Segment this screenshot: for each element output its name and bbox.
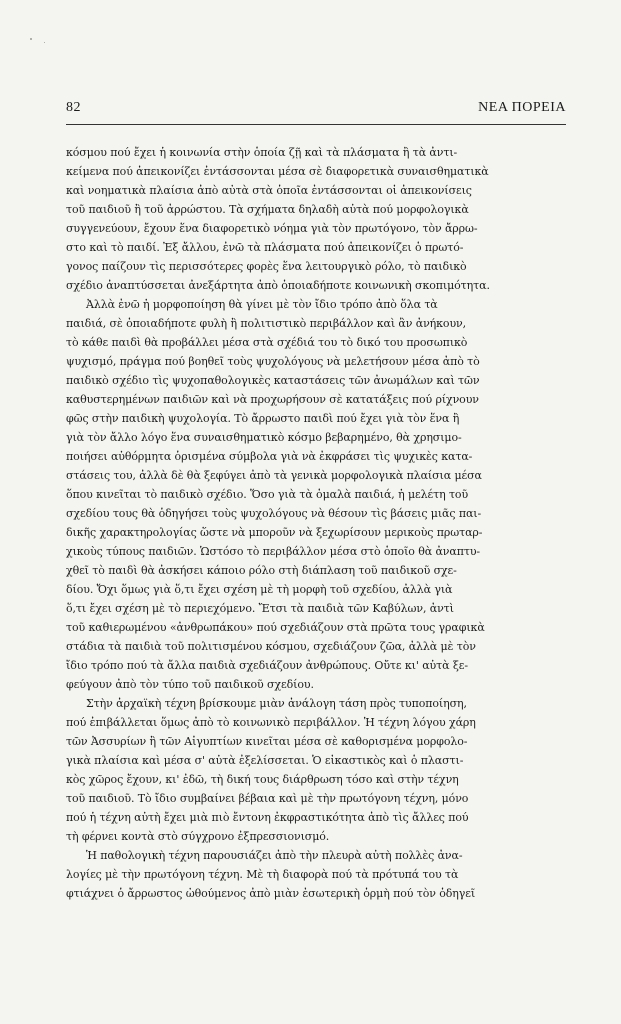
text-line: τὸ κάθε παιδὶ θὰ προβάλλει μέσα στὰ σχέδιά του τὸ δικό του προσωπικὸ [66,336,468,349]
text-line: πού ἐπιβάλλεται ὅμως ἀπὸ τὸ κοινωνικὸ περιβάλλον. Ἡ τέχνη λόγου χάρη [66,716,476,729]
running-title: ΝΕΑ ΠΟΡΕΙΑ [478,100,566,115]
text-line: γιὰ τὸν ἄλλο λόγο ἕνα συναισθηματικὸ κόσμο βεβαρημένο, θὰ χρησιμο- [66,431,462,444]
paragraph-start-line: Στὴν ἀρχαϊκὴ τέχνη βρίσκουμε μιὰν ἀνάλογη τάση πρὸς τυποποίηση, [86,697,467,710]
text-line: δικῆς χαρακτηρολογίας ὥστε νὰ μποροῦν νὰ ξεχωρίσουν μερικοὺς πρωταρ- [66,526,483,539]
text-line: ἴδιο τρόπο πού τὰ ἄλλα παιδιὰ σχεδιάζουν ἀνθρώπους. Οὔτε κι' αὐτὰ ξε- [66,659,469,672]
text-line: καθυστερημένων παιδιῶν καὶ νὰ προχωρήσουν σὲ κατατάξεις πού ρίχνουν [66,393,479,406]
paragraph-start-line: Ἀλλὰ ἐνῶ ἡ μορφοποίηση θὰ γίνει μὲ τὸν ἴδιο τρόπο ἀπὸ ὅλα τὰ [86,298,438,311]
text-line: γικὰ πλαίσια καὶ μέσα σ' αὐτὰ ἐξελίσσεται. Ὁ εἰκαστικὸς καὶ ὁ πλαστι- [66,754,464,767]
text-line: συγγενεύουν, ἔχουν ἕνα διαφορετικὸ νόημα γιὰ τὸν πρωτόγονο, τὸν ἄρρω- [66,222,478,235]
text-line: τῶν Ἀσσυρίων ἢ τῶν Αἰγυπτίων κινεῖται μέσα σὲ καθορισμένα μορφολο- [66,735,468,748]
text-line: ψυχισμό, πράγμα πού βοηθεῖ τοὺς ψυχολόγους νὰ μελετήσουν μέσα ἀπὸ τὸ [66,355,480,368]
text-line: ὅπου κινεῖται τὸ παιδικὸ σχέδιο. Ὅσο γιὰ τὰ ὁμαλὰ παιδιά, ἡ μελέτη τοῦ [66,488,469,501]
text-line: ὅ,τι ἔχει σχέση μὲ τὸ περιεχόμενο. Ἔτσι τὰ παιδιὰ τῶν Καβύλων, ἀντὶ [66,602,454,615]
text-line: παιδιά, σὲ ὁποιαδήποτε φυλὴ ἢ πολιτιστικὸ περιβάλλον καὶ ἂν ἀνήκουν, [66,317,467,330]
text-line: χικοὺς τύπους παιδιῶν. Ὡστόσο τὸ περιβάλλον μέσα στὸ ὁποῖο θὰ ἀναπτυ- [66,545,481,558]
text-line: φῶς στὴν παιδικὴ ψυχολογία. Τὸ ἄρρωστο παιδὶ πού ἔχει γιὰ τὸν ἕνα ἢ [66,412,460,425]
paragraph-start-line: Ἡ παθολογικὴ τέχνη παρουσιάζει ἀπὸ τὴν πλευρὰ αὐτὴ πολλὲς ἀνα- [86,849,463,862]
body-text [66,143,572,903]
text-line: χθεῖ τὸ παιδὶ θὰ ἀσκήσει κάποιο ρόλο στὴ διάπλαση τοῦ παιδικοῦ σχε- [66,564,457,577]
text-line: στάδια τὰ παιδιὰ τοῦ πολιτισμένου κόσμου, σχεδιάζουν ζῶα, ἀλλὰ μὲ τὸν [66,640,476,653]
text-line: γονος παίζουν τὶς περισσότερες φορὲς ἕνα λειτουργικὸ ρόλο, τὸ παιδικὸ [66,260,467,273]
text-line: τοῦ καθιερωμένου «ἀνθρωπάκου» πού σχεδιάζουν στὰ πρῶτα τους γραφικὰ [66,621,485,634]
text-line: στάσεις του, ἀλλὰ δὲ θὰ ξεφύγει ἀπὸ τὰ γενικὰ μορφολογικὰ πλαίσια μέσα [66,469,482,482]
text-line: πού ἡ τέχνη αὐτὴ ἔχει μιὰ πιὸ ἔντονη ἐκφραστικότητα ἀπὸ τὶς ἄλλες πού [66,811,469,824]
text-line: φτιάχνει ὁ ἄρρωστος ὠθούμενος ἀπὸ μιὰν ἐσωτερικὴ ὁρμὴ πού τὸν ὁδηγεῖ [66,887,476,900]
text-line: στο καὶ τὸ παιδί. Ἐξ ἄλλου, ἐνῶ τὰ πλάσματα πού ἀπεικονίζει ὁ πρωτό- [66,241,464,254]
text-line: κείμενα πού ἀπεικονίζει ἐντάσσονται μέσα σὲ διαφορετικὰ συναισθηματικὰ [66,165,489,178]
text-line: τοῦ παιδιοῦ ἢ τοῦ ἀρρώστου. Τὰ σχήματα δηλαδὴ αὐτὰ πού μορφολογικὰ [66,203,469,216]
header-rule [66,124,566,125]
text-line: τὴ φέρνει κοντὰ στὸ σύγχρονο ἐξπρεσσιονισμό. [66,830,330,843]
text-line: φεύγουν ἀπὸ τὸν τύπο τοῦ παιδικοῦ σχεδίου. [66,678,314,691]
text-line: καὶ νοηματικὰ πλαίσια ἀπὸ αὐτὰ στὰ ὁποῖα ἐντάσσονται οἱ ἀπεικονίσεις [66,184,472,197]
page-header [66,100,566,120]
text-line: λογίες μὲ τὴν πρωτόγονη τέχνη. Μὲ τὴ διαφορὰ πού τὰ πρότυπά του τὰ [66,868,459,881]
text-line: σχέδιο ἀναπτύσσεται ἀνεξάρτητα ἀπὸ ὁποιαδήποτε κοινωνικὴ σκοπιμότητα. [66,279,490,292]
page-number: 82 [66,100,81,115]
text-line: δίου. Ὄχι ὅμως γιὰ ὅ,τι ἔχει σχέση μὲ τὴ μορφὴ τοῦ σχεδίου, ἀλλὰ γιὰ [66,583,453,596]
text-line: τοῦ παιδιοῦ. Τὸ ἴδιο συμβαίνει βέβαια καὶ μὲ τὴν πρωτόγονη τέχνη, μόνο [66,792,469,805]
text-line: παιδικὸ σχέδιο τὶς ψυχοπαθολογικὲς καταστάσεις τῶν ἀνωμάλων καὶ τῶν [66,374,480,387]
text-line: ποιήσει αὐθόρμητα ὁρισμένα σύμβολα γιὰ νὰ ἐκφράσει τὶς ψυχικὲς κατα- [66,450,473,463]
text-line: σχεδίου τους θὰ ὁδηγήσει τοὺς ψυχολόγους νὰ θέσουν τὶς βάσεις μιᾶς παι- [66,507,482,520]
text-line: κόσμου πού ἔχει ἡ κοινωνία στὴν ὁποία ζῇ καὶ τὰ πλάσματα ἢ τὰ ἀντι- [66,146,458,159]
scan-speck [30,38,32,40]
scan-speck [44,42,45,43]
text-line: κὸς χῶρος ἔχουν, κι' ἐδῶ, τὴ δική τους διάρθρωση τόσο καὶ στὴν τέχνη [66,773,459,786]
